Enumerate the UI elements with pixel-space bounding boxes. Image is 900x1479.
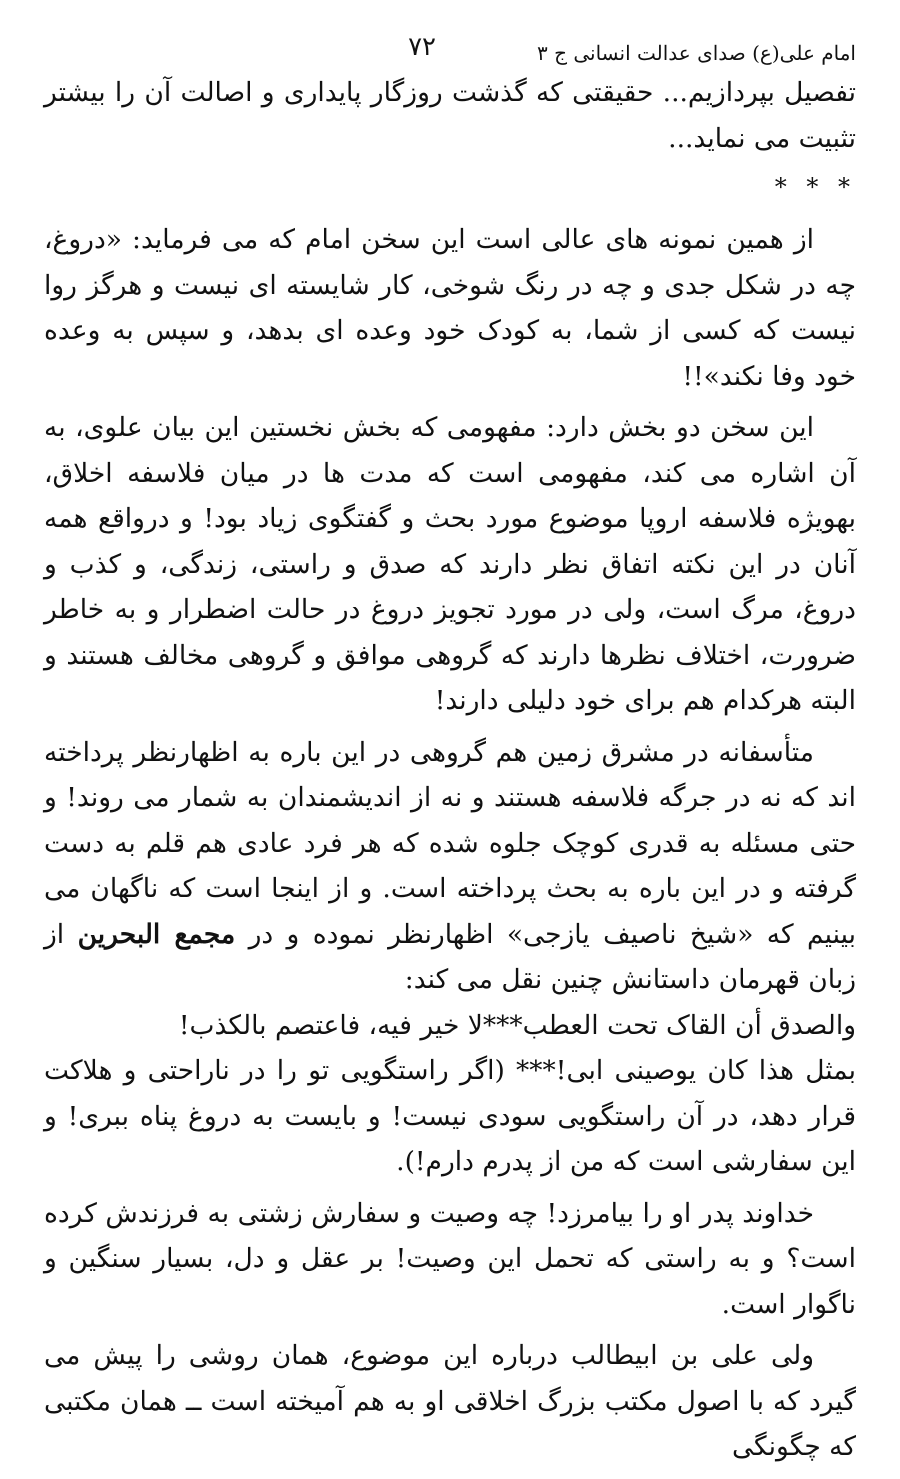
paragraph-two-parts: این سخن دو بخش دارد: مفهومی که بخش نخستین این بیان علوی، به آن اشاره می کند، مفهومی است که مدت ها در میان فلاسفه اخلاق، بهویژه فلاسفه اروپا موضوع مورد بحث و گفتگوی زیاد بود! و درواقع همه آنان در این نکته اتفاق نظر دارند که صدق و راستی، زندگی، و کذب و دروغ، مرگ است، ولی در مورد تجویز دروغ در حالت اضطرار و به خاطر ضرورت، اختلاف نظرها دارند که گروهی موافق و گروهی مخالف هستند و البته هرکدام هم برای خود دلیلی دارند! (44, 412, 856, 716)
section-separator: * * * (774, 173, 856, 201)
paragraph-father-advice: خداوند پدر او را بیامرزد! چه وصیت و سفارش زشتی به فرزندش کرده است؟ و به راستی که تحمل این وصیت! بر عقل و دل، بسیار سنگین و ناگوار است. (44, 1197, 856, 1320)
book-reference: مجمع البحرین (77, 918, 236, 950)
paragraph-east-opinions (44, 730, 856, 1003)
paragraph-lie-saying: از همین نمونه های عالی است این سخن امام که می فرماید: «دروغ، چه در شکل جدی و چه در رنگ شوخی، کار شایسته ای نیست و هرگز روا نیست که کسی از شما، به کودک خود وعده ای بدهد، و سپس به وعده خود وفا نکند»!! (44, 224, 856, 392)
running-header (44, 32, 856, 70)
body-text (44, 70, 856, 1470)
paragraph-east-text-1: متأسفانه در مشرق زمین هم گروهی در این باره به اظهارنظر پرداخته اند که نه در جرگه فلاسفه هستند و نه از اندیشمندان به شمار می روند! و حتی مسئله به قدری کوچک جلوه شده که هر فرد عادی هم قلم به دست گرفته و در این باره به بحث پرداخته است. و از اینجا است که ناگهان می بینیم که «شیخ ناصیف یازجی» اظهارنظر نموده و در (44, 736, 856, 950)
paragraph-ali-method: ولی علی بن ابیطالب درباره این موضوع، همان روشی را پیش می گیرد که با اصول مکتب بزرگ اخلاقی او به هم آمیخته است ــ همان مکتبی که چگونگی (44, 1340, 856, 1462)
verse-line-1: والصدق أن القاک تحت العطب***لا خیر فیه، فاعتصم بالکذب! (178, 1009, 856, 1041)
book-title: امام علی(ع) صدای عدالت انسانی ج ۳ (536, 41, 856, 65)
paragraph-east-text-2: از زبان قهرمان داستانش چنین نقل می کند: (44, 918, 856, 995)
paragraph-continuation: تفصیل بپردازیم... حقیقتی که گذشت روزگار پایداری و اصالت آن را بیشتر تثبیت می نماید... (44, 77, 856, 154)
verse-line-2: بمثل هذا کان یوصینی ابی!*** (اگر راستگویی تو را در ناراحتی و هلاکت قرار دهد، در آن راستگویی سودی نیست! و بایست به دروغ پناه ببری! و این سفارشی است که من از پدرم دارم!). (44, 1055, 856, 1177)
page-number: ۷۲ (408, 32, 436, 62)
